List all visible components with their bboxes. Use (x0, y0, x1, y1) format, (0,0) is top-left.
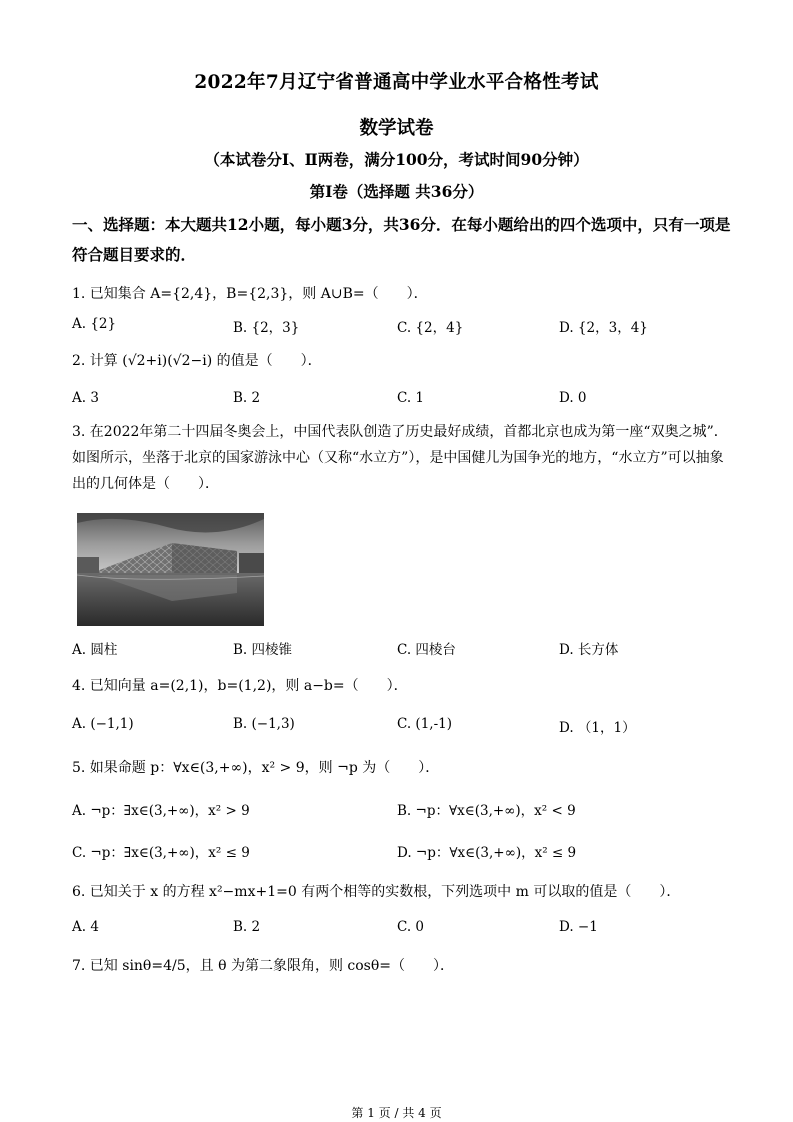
question-1-options (72, 316, 722, 338)
page-footer: 第 1 页 / 共 4 页 (351, 1106, 442, 1120)
exam-note: （本试卷分Ⅰ、Ⅱ两卷，满分100分，考试时间90分钟） (204, 150, 589, 169)
question-6-options (72, 919, 722, 941)
question-3-option-d[interactable]: D. 长方体 (559, 642, 619, 658)
question-4-option-a[interactable]: A. (−1,1) (72, 716, 134, 732)
question-3-options (72, 638, 722, 660)
question-4-options (72, 716, 722, 738)
question-1-option-b[interactable]: B. {2，3} (233, 320, 300, 336)
question-6-option-c[interactable]: C. 0 (397, 919, 425, 935)
question-1-option-c[interactable]: C. {2，4} (397, 320, 464, 336)
section-heading: 第Ⅰ卷（选择题 共36分） (309, 182, 484, 201)
question-5-option-d[interactable]: D. ¬p：∀x∈(3,+∞)，x² ≤ 9 (397, 845, 577, 861)
section-instruction: 一、选择题：本大题共12小题，每小题3分，共36分．在每小题给出的四个选项中，只有一项是符合题目要求的． (72, 215, 731, 264)
question-3-option-b[interactable]: B. 四棱锥 (233, 642, 293, 658)
question-6-option-a[interactable]: A. 4 (72, 919, 99, 935)
question-2-option-b[interactable]: B. 2 (233, 390, 261, 406)
question-6-option-b[interactable]: B. 2 (233, 919, 261, 935)
question-1-option-a[interactable]: A. {2} (72, 316, 117, 332)
question-4-stem: 4. 已知向量 a=(2,1)，b=(1,2)，则 a−b=（ ）． (72, 678, 408, 694)
question-6-stem: 6. 已知关于 x 的方程 x²−mx+1=0 有两个相等的实数根，下列选项中 m 可以取的值是（ ）． (72, 884, 681, 900)
question-2-option-d[interactable]: D. 0 (559, 390, 587, 406)
question-2-option-a[interactable]: A. 3 (72, 390, 99, 406)
question-1-option-d[interactable]: D. {2，3，4} (559, 320, 648, 336)
question-5-option-b[interactable]: B. ¬p：∀x∈(3,+∞)，x² < 9 (397, 803, 576, 819)
question-4-option-b[interactable]: B. (−1,3) (233, 716, 295, 732)
exam-title: 2022年7月辽宁省普通高中学业水平合格性考试 (194, 72, 599, 93)
water-cube-image (77, 513, 264, 626)
question-2-options (72, 390, 722, 412)
question-2-stem: 2. 计算 (√2+i)(√2−i) 的值是（ ）． (72, 353, 322, 369)
question-5-stem: 5. 如果命题 p：∀x∈(3,+∞)，x² > 9，则 ¬p 为（ ）． (72, 760, 440, 776)
question-5-option-c[interactable]: C. ¬p：∃x∈(3,+∞)，x² ≤ 9 (72, 845, 250, 861)
question-5-option-a[interactable]: A. ¬p：∃x∈(3,+∞)，x² > 9 (72, 803, 250, 819)
question-3-option-c[interactable]: C. 四棱台 (397, 642, 456, 658)
question-5-options-row-1 (72, 799, 722, 821)
question-4-option-d[interactable]: D. （1，1） (559, 720, 636, 736)
water-cube-photo (77, 513, 264, 626)
question-5-options-row-2 (72, 841, 722, 863)
question-3-option-a[interactable]: A. 圆柱 (72, 642, 118, 658)
exam-subtitle: 数学试卷 (359, 118, 434, 139)
question-4-option-c[interactable]: C. (1,-1) (397, 716, 452, 732)
question-7-stem: 7. 已知 sinθ=4/5，且 θ 为第二象限角，则 cosθ=（ ）． (72, 958, 455, 974)
question-6-option-d[interactable]: D. −1 (559, 919, 598, 935)
question-2-option-c[interactable]: C. 1 (397, 390, 425, 406)
question-1-stem: 1. 已知集合 A={2,4}，B={2,3}，则 A∪B=（ ）． (72, 286, 428, 302)
question-3-stem: 3. 在2022年第二十四届冬奥会上，中国代表队创造了历史最好成绩，首都北京也成为第一座“双奥之城”．如图所示，坐落于北京的国家游泳中心（又称“水立方”），是中国健儿为国争光的地方，“水立方”可以抽象出的几何体是（ ）． (72, 424, 728, 492)
